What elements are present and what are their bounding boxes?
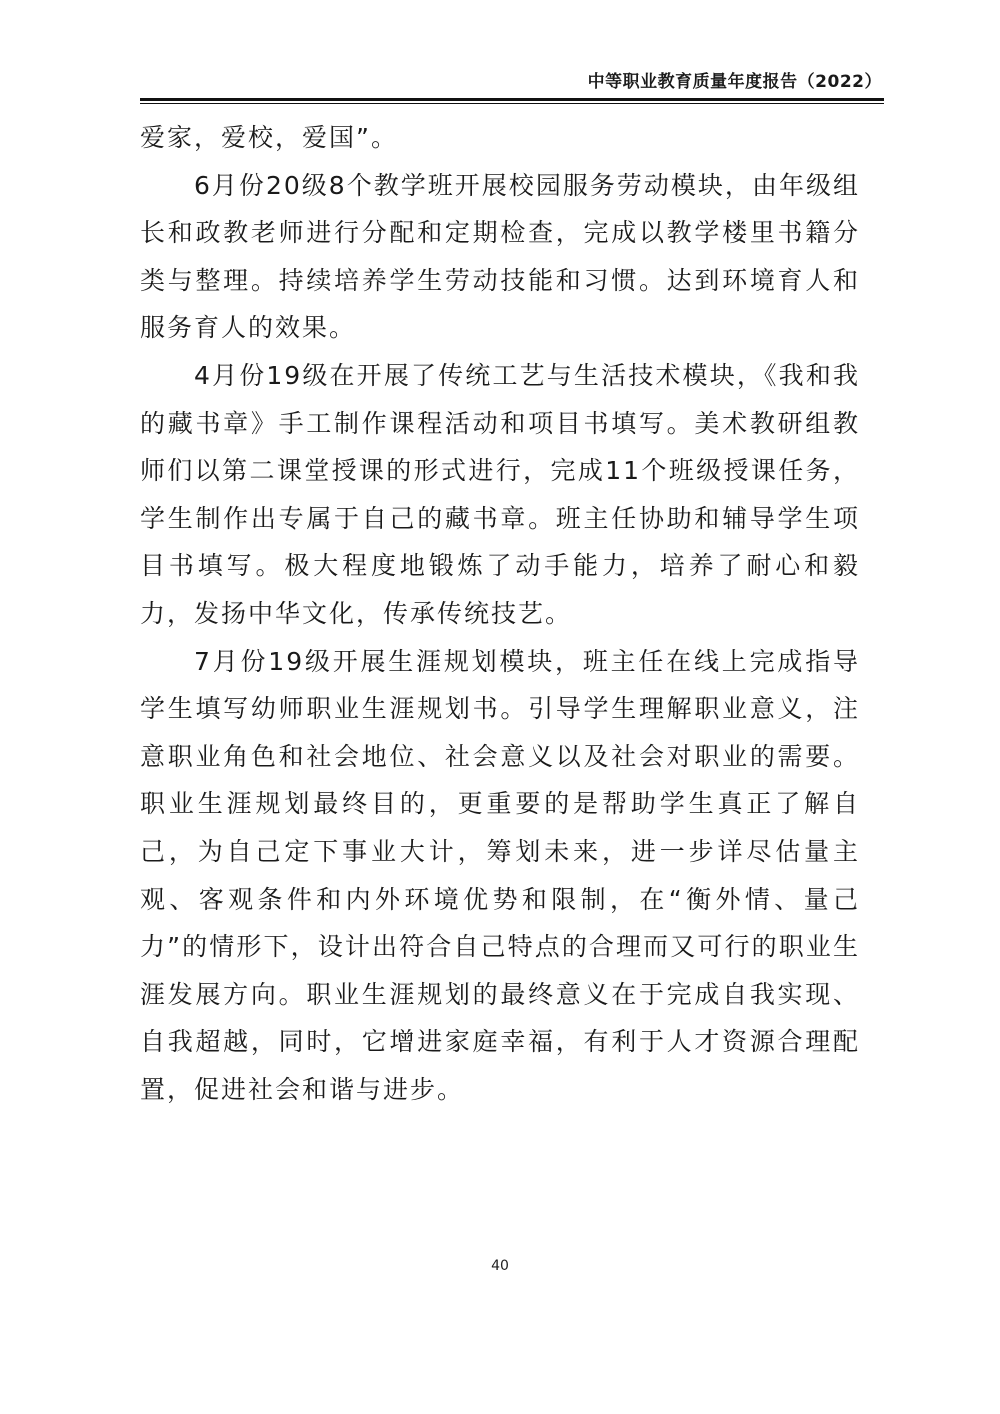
paragraph-career-module: 7月份19级开展生涯规划模块，班主任在线上完成指导学生填写幼师职业生涯规划书。引导学生理解职业意义，注意职业角色和社会地位、社会意义以及社会对职业的需要。职业生涯规划最终目的，更重要的是帮助学生真正了解自己，为自己定下事业大计，筹划未来，进一步详尽估量主观、客观条件和内外环境优势和限制，在“衡外情、量己力”的情形下，设计出符合自己特点的合理而又可行的职业生涯发展方向。职业生涯规划的最终意义在于完成自我实现、自我超越，同时，它增进家庭幸福，有利于人才资源合理配置，促进社会和谐与进步。 — [140, 646, 860, 1104]
page-number: 40 — [491, 1258, 509, 1274]
paragraph-craft-module: 4月份19级在开展了传统工艺与生活技术模块，《我和我的藏书章》手工制作课程活动和项目书填写。美术教研组教师们以第二课堂授课的形式进行，完成11个班级授课任务，学生制作出专属于自己的藏书章。班主任协助和辅导学生项目书填写。极大程度地锻炼了动手能力，培养了耐心和毅力，发扬中华文化，传承传统技艺。 — [140, 360, 860, 628]
header-rule — [140, 98, 884, 101]
page-header-title: 中等职业教育质量年度报告（2022） — [587, 72, 882, 92]
document-body — [140, 114, 860, 1113]
header-rule-thin — [140, 103, 884, 104]
paragraph-labor-module: 6月份20级8个教学班开展校园服务劳动模块，由年级组长和政教老师进行分配和定期检查，完成以教学楼里书籍分类与整理。持续培养学生劳动技能和习惯。达到环境育人和服务育人的效果。 — [140, 170, 860, 343]
paragraph-continuation: 爱家，爱校，爱国”。 — [140, 123, 398, 152]
